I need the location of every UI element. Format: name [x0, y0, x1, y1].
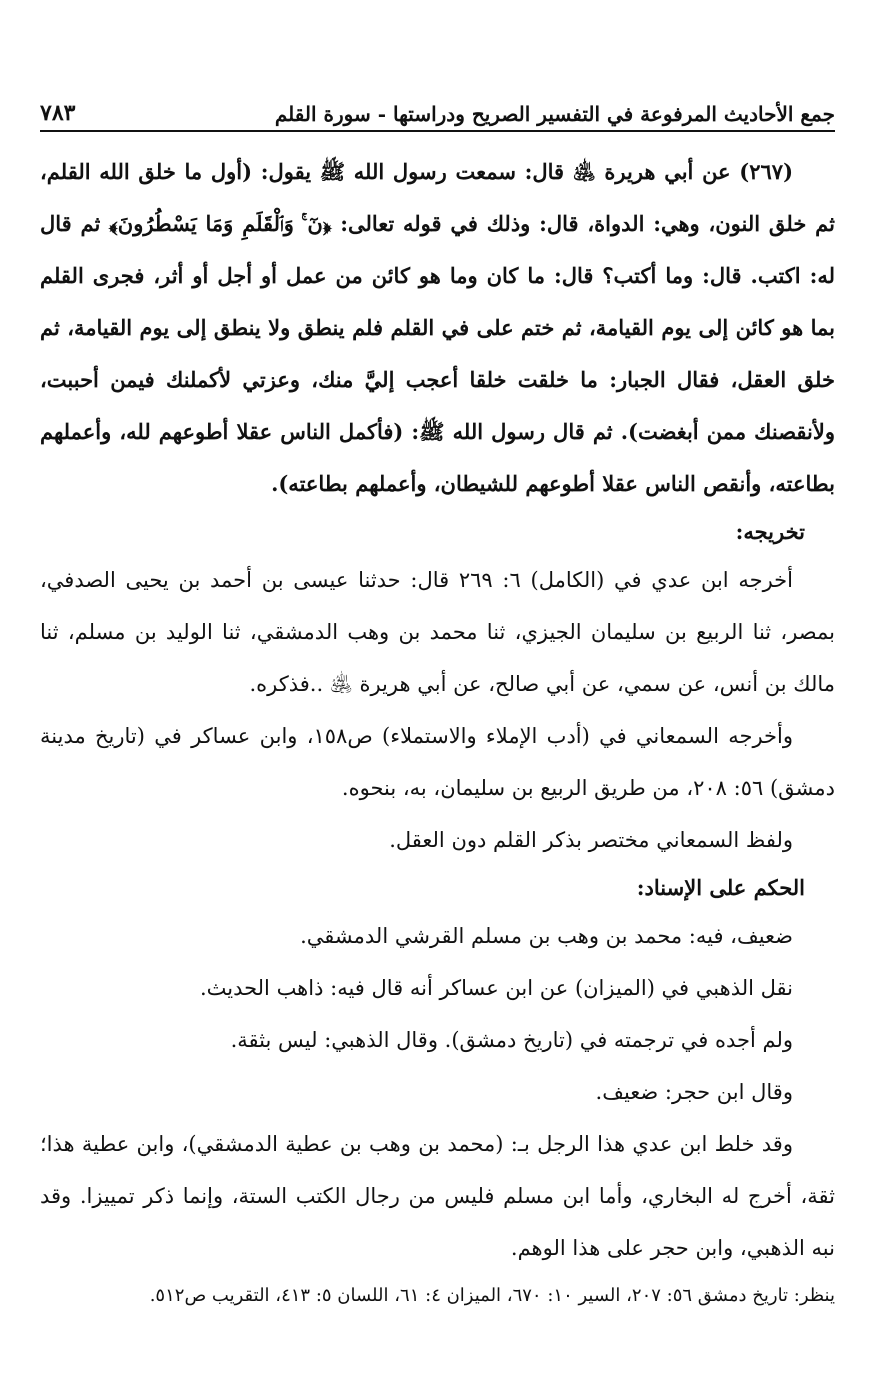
- takhrij-paragraph-3: ولفظ السمعاني مختصر بذكر القلم دون العقل.: [389, 828, 793, 852]
- takhrij-heading: تخريجه:: [735, 519, 805, 544]
- hukm-paragraph-3: ولم أجده في ترجمته في (تاريخ دمشق). وقال الذهبي: ليس بثقة.: [230, 1028, 793, 1052]
- takhrij-paragraph-1: أخرجه ابن عدي في (الكامل) ٦: ٢٦٩ قال: حدثنا عيسى بن أحمد بن يحيى الصدفي، بمصر، ثنا الربيع بن سليمان الجيزي، ثنا محمد بن وهب الدمشقي، ثنا الوليد بن مسلم، ثنا مالك بن أنس، عن سمي، عن أبي صالح، عن أبي هريرة ﵁ ..فذكره.: [40, 568, 835, 696]
- header-title: جمع الأحاديث المرفوعة في التفسير الصريح ودراستها - سورة القلم: [274, 102, 835, 126]
- page-number: ٧٨٣: [40, 100, 76, 126]
- takhrij-paragraph-2: وأخرجه السمعاني في (أدب الإملاء والاستملاء) ص١٥٨، وابن عساكر في (تاريخ مدينة دمشق) ٥٦: ٢٠٨، من طريق الربيع بن سليمان، به، بنحوه.: [40, 724, 835, 800]
- page: [40, 92, 835, 1318]
- footnote: ينظر: تاريخ دمشق ٥٦: ٢٠٧، السير ١٠: ٦٧٠، الميزان ٤: ٦١، اللسان ٥: ٤١٣، التقريب ص٥١٢.: [149, 1285, 835, 1306]
- running-header: [40, 92, 835, 132]
- hukm-paragraph-1: ضعيف، فيه: محمد بن وهب بن مسلم القرشي الدمشقي.: [300, 924, 793, 948]
- hukm-heading: الحكم على الإسناد:: [636, 875, 805, 900]
- hukm-paragraph-5: وقد خلط ابن عدي هذا الرجل بـ: (محمد بن وهب بن عطية الدمشقي)، وابن عطية هذا؛ ثقة، أخرج له البخاري، وأما ابن مسلم فليس من رجال الكتب الستة، وإنما ذكر تمييزا. وقد نبه الذهبي، وابن حجر على هذا الوهم.: [40, 1132, 835, 1260]
- hukm-paragraph-4: وقال ابن حجر: ضعيف.: [595, 1080, 793, 1104]
- content: [40, 146, 835, 1318]
- hadith-text: (٢٦٧) عن أبي هريرة ﵁ قال: سمعت رسول الله ﷺ يقول: (أول ما خلق الله القلم، ثم خلق النون، وهي: الدواة، قال: وذلك في قوله تعالى: ﴿نٓ ۚ وَٱلْقَلَمِ وَمَا يَسْطُرُونَ﴾ ثم قال له: اكتب. قال: وما أكتب؟ قال: ما كان وما هو كائن من عمل أو أجل أو أثر، فجرى القلم بما هو كائن إلى يوم القيامة، ثم ختم على في القلم فلم ينطق ولا ينطق إلى يوم القيامة، ثم خلق العقل، فقال الجبار: ما خلقت خلقا أعجب إليَّ منك، وعزتي لأكملنك فيمن أحببت، ولأنقصنك ممن أبغضت). ثم قال رسول الله ﷺ: (فأكمل الناس عقلا أطوعهم لله، وأعملهم بطاعته، وأنقص الناس عقلا أطوعهم للشيطان، وأعملهم بطاعته).: [40, 159, 835, 496]
- hukm-paragraph-2: نقل الذهبي في (الميزان) عن ابن عساكر أنه قال فيه: ذاهب الحديث.: [199, 976, 793, 1000]
